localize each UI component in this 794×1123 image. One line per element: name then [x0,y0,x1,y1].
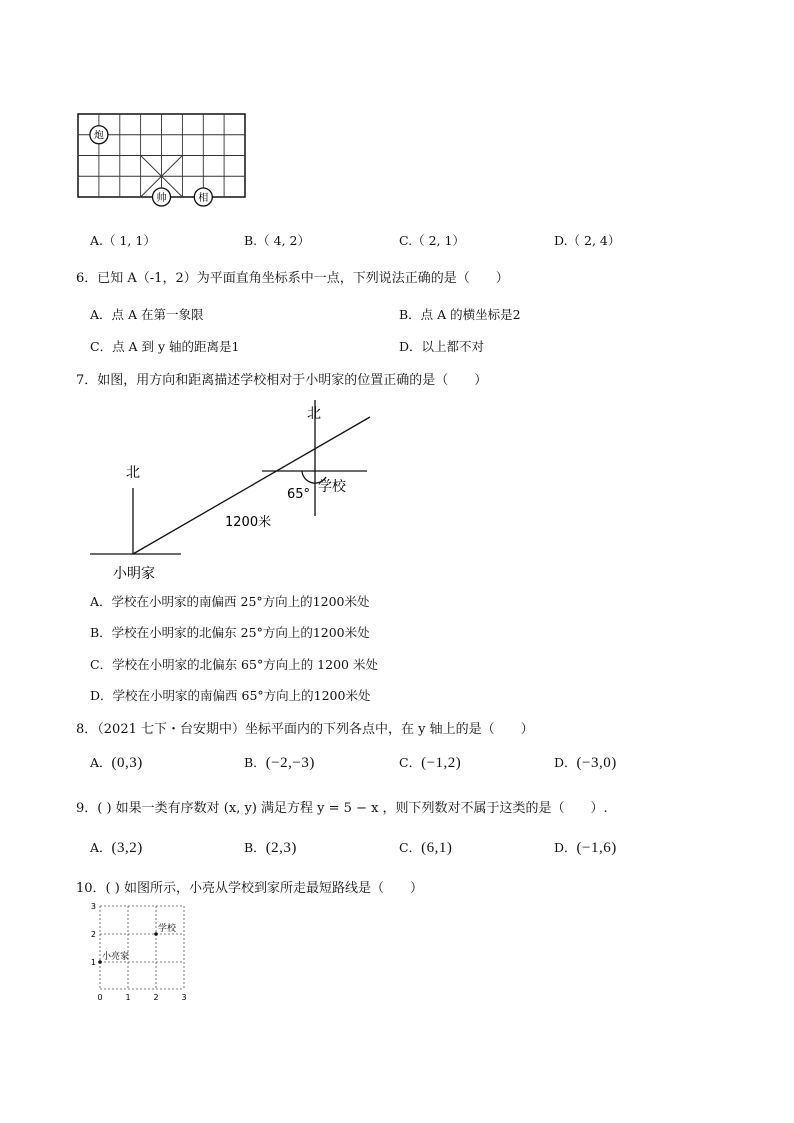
q5-option-b: B.（ 4, 2） [244,233,310,248]
angle-label: 65° [287,487,311,502]
svg-text:2: 2 [153,993,159,1002]
school-label: 学校 [318,479,346,495]
q5-option-c: C.（ 2, 1） [399,233,465,248]
q7-option-d: D．学校在小明家的南偏西 65°方向上的1200米处 [90,688,371,703]
school-point-label: 学校 [158,924,177,934]
q5-option-d: D.（ 2, 4） [554,233,621,248]
chessboard-figure [74,110,254,210]
q6-option-b: B．点 A 的横坐标是2 [399,307,521,322]
piece-xiang [194,188,212,206]
q6-stem: 6．已知 A（-1，2）为平面直角坐标系中一点，下列说法正确的是（ ） [76,271,509,286]
q6-option-a: A．点 A 在第一象限 [90,307,204,322]
svg-text:2: 2 [90,930,96,939]
q7-option-b: B．学校在小明家的北偏东 25°方向上的1200米处 [90,625,370,640]
svg-text:相: 相 [198,192,209,204]
home-point-label: 小亮家 [102,952,130,962]
svg-text:1: 1 [90,958,96,967]
north-label-home: 北 [126,465,140,481]
q8-stem: 8．（2021 七下・台安期中）坐标平面内的下列各点中，在 y 轴上的是（ ） [76,722,534,737]
direction-distance-figure [80,400,390,585]
svg-text:炮: 炮 [93,130,104,142]
q8-option-b: B．(−2,−3) [244,755,315,771]
q9-option-b: B．(2,3) [244,840,297,856]
distance-label: 1200米 [225,515,272,530]
svg-text:帅: 帅 [156,192,167,204]
q5-option-a: A.（ 1, 1） [90,233,156,248]
piece-pao [90,126,108,144]
q6-option-d: D．以上都不对 [399,339,485,354]
q7-option-c: C．学校在小明家的北偏东 65°方向上的 1200 米处 [90,657,378,672]
q6-option-c: C．点 A 到 y 轴的距离是1 [90,339,240,354]
svg-text:3: 3 [181,993,187,1002]
svg-text:1: 1 [125,993,131,1002]
q8-option-c: C．(−1,2) [399,755,462,771]
q7-option-a: A．学校在小明家的南偏西 25°方向上的1200米处 [90,594,370,609]
q10-stem: 10．( ) 如图所示，小亮从学校到家所走最短路线是（ ） [76,881,423,896]
north-label-school: 北 [307,406,321,422]
q9-option-c: C．(6,1) [399,840,453,856]
q8-option-a: A．(0,3) [90,755,143,771]
route-grid-figure [88,900,198,1008]
piece-shuai [153,188,171,206]
home-label: 小明家 [113,566,155,582]
q9-option-d: D．(−1,6) [554,840,617,856]
q8-option-d: D．(−3,0) [554,755,617,771]
svg-text:3: 3 [90,902,96,911]
svg-text:0: 0 [97,993,103,1002]
q7-stem: 7．如图，用方向和距离描述学校相对于小明家的位置正确的是（ ） [76,373,488,388]
q9-stem: 9．( ) 如果一类有序数对 (x, y) 满足方程 y = 5 − x ，则下列数对不属于这类的是（ ）. [76,801,608,816]
q9-option-a: A．(3,2) [90,840,143,856]
